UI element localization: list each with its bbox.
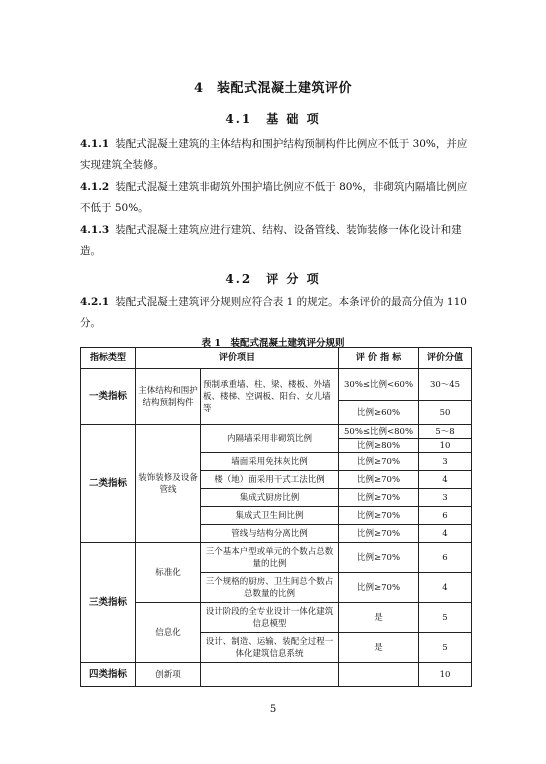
indicator-cell: 比例≥70% bbox=[339, 525, 419, 543]
group-cell: 创新项 bbox=[136, 663, 201, 687]
clause-number: 4.2.1 bbox=[80, 296, 110, 308]
group-cell: 信息化 bbox=[136, 603, 201, 663]
indicator-cell: 比例≥70% bbox=[339, 507, 419, 525]
table-row bbox=[81, 603, 472, 633]
score-cell: 30～45 bbox=[419, 369, 472, 401]
score-cell: 10 bbox=[419, 663, 472, 687]
clause-number: 4.1.3 bbox=[80, 224, 110, 236]
indicator-cell: 是 bbox=[339, 603, 419, 633]
page-number: 5 bbox=[269, 704, 277, 715]
score-cell: 5 bbox=[419, 603, 472, 633]
score-cell: 3 bbox=[419, 489, 472, 507]
indicator-cell: 比例≥70% bbox=[339, 573, 419, 603]
item-cell: 三个规格的厨房、卫生间总个数占总数量的比例 bbox=[201, 573, 339, 603]
indicator-cell: 是 bbox=[339, 633, 419, 663]
scoring-rules-table bbox=[80, 347, 472, 687]
item-cell: 预制承重墙、柱、梁、楼板、外墙板、楼梯、空调板、阳台、女儿墙等 bbox=[201, 369, 339, 425]
indicator-cell: 比例≥70% bbox=[339, 453, 419, 471]
category-cell: 一类指标 bbox=[81, 369, 136, 425]
item-cell: 设计、制造、运输、装配全过程一体化建筑信息系统 bbox=[201, 633, 339, 663]
score-cell: 50 bbox=[419, 401, 472, 425]
indicator-cell: 比例≥70% bbox=[339, 489, 419, 507]
score-cell: 4 bbox=[419, 573, 472, 603]
item-cell: 三个基本户型或单元的个数占总数量的比例 bbox=[201, 543, 339, 573]
score-cell: 6 bbox=[419, 543, 472, 573]
section-title-4-2: 4.2 评 分 项 bbox=[225, 272, 321, 286]
chapter-title: 4 装配式混凝土建筑评价 bbox=[193, 81, 353, 96]
item-cell: 集成式厨房比例 bbox=[201, 489, 339, 507]
header-evaluation-indicator: 评 价 指 标 bbox=[339, 348, 419, 369]
score-cell: 4 bbox=[419, 471, 472, 489]
header-evaluation-item: 评价项目 bbox=[136, 348, 339, 369]
indicator-cell: 50%≤比例<80% bbox=[339, 425, 419, 439]
score-cell: 6 bbox=[419, 507, 472, 525]
item-cell: 设计阶段的全专业设计一体化建筑信息模型 bbox=[201, 603, 339, 633]
table-row bbox=[81, 663, 472, 687]
indicator-cell bbox=[339, 663, 419, 687]
score-cell: 5 bbox=[419, 633, 472, 663]
item-cell: 墙面采用免抹灰比例 bbox=[201, 453, 339, 471]
indicator-cell: 比例≥70% bbox=[339, 543, 419, 573]
header-score: 评价分值 bbox=[419, 348, 472, 369]
table-header-row bbox=[81, 348, 472, 369]
clause-4-1-2 bbox=[80, 177, 470, 219]
item-cell: 管线与结构分离比例 bbox=[201, 525, 339, 543]
clause-number: 4.1.2 bbox=[80, 181, 110, 193]
section-title-4-1: 4.1 基 础 项 bbox=[225, 112, 321, 126]
clause-4-1-1 bbox=[80, 134, 470, 176]
clause-4-2-1 bbox=[80, 292, 470, 334]
clause-text: 装配式混凝土建筑评分规则应符合表 1 的规定。本条评价的最高分值为 110 分。 bbox=[80, 296, 467, 329]
table-row bbox=[81, 543, 472, 573]
category-cell: 四类指标 bbox=[81, 663, 136, 687]
clause-number: 4.1.1 bbox=[80, 138, 110, 150]
table-caption: 表 1 装配式混凝土建筑评分规则 bbox=[201, 338, 345, 349]
group-cell: 标准化 bbox=[136, 543, 201, 603]
item-cell: 内隔墙采用非砌筑比例 bbox=[201, 425, 339, 453]
header-indicator-type: 指标类型 bbox=[81, 348, 136, 369]
clause-text: 装配式混凝土建筑应进行建筑、结构、设备管线、装饰装修一体化设计和建造。 bbox=[80, 224, 462, 257]
item-cell: 集成式卫生间比例 bbox=[201, 507, 339, 525]
table-row bbox=[81, 425, 472, 439]
category-cell: 三类指标 bbox=[81, 543, 136, 663]
clause-text: 装配式混凝土建筑非砌筑外围护墙比例应不低于 80%，非砌筑内隔墙比例应不低于 50%。 bbox=[80, 181, 468, 214]
score-cell: 5～8 bbox=[419, 425, 472, 439]
score-cell: 4 bbox=[419, 525, 472, 543]
indicator-cell: 比例≥70% bbox=[339, 471, 419, 489]
indicator-cell: 比例≥80% bbox=[339, 439, 419, 453]
group-cell: 装饰装修及设备管线 bbox=[136, 425, 201, 543]
clause-4-1-3 bbox=[80, 220, 470, 262]
clause-text: 装配式混凝土建筑的主体结构和围护结构预制构件比例应不低于 30%，并应实现建筑全装修。 bbox=[80, 138, 468, 171]
item-cell bbox=[201, 663, 339, 687]
score-cell: 10 bbox=[419, 439, 472, 453]
item-cell: 楼（地）面采用干式工法比例 bbox=[201, 471, 339, 489]
indicator-cell: 比例≥60% bbox=[339, 401, 419, 425]
score-cell: 3 bbox=[419, 453, 472, 471]
group-cell: 主体结构和围护结构预制构件 bbox=[136, 369, 201, 425]
table-row bbox=[81, 369, 472, 401]
category-cell: 二类指标 bbox=[81, 425, 136, 543]
indicator-cell: 30%≤比例<60% bbox=[339, 369, 419, 401]
